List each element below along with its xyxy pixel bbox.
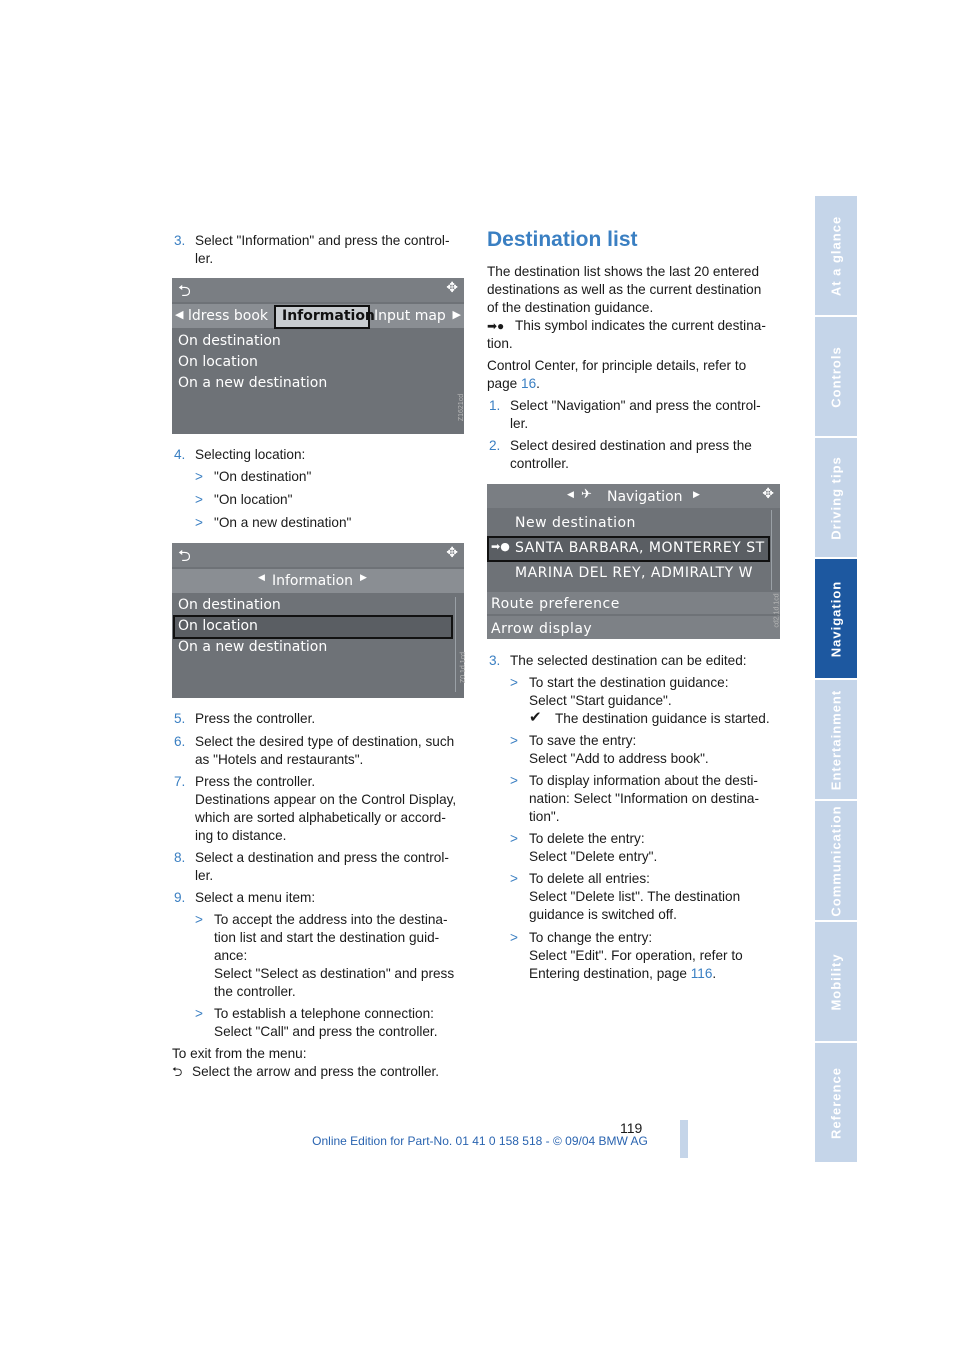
edit-option-save: > To save the entry: Select "Add to address book".: [510, 733, 709, 766]
page-number: 119: [620, 1120, 643, 1136]
step-4-option-2: > "On location": [195, 492, 293, 507]
move-icon: ✥: [446, 280, 458, 296]
current-destination-icon: ➡●: [491, 540, 510, 553]
right-step-3: 3. The selected destination can be edited:: [489, 653, 747, 668]
tab-address-book: ldress book: [188, 308, 269, 324]
step-5: 5. Press the controller.: [174, 711, 316, 726]
current-destination-icon: ➡●: [487, 319, 505, 333]
tab-navigation[interactable]: Navigation: [815, 559, 857, 678]
screen1-item-new-destination: On a new destination: [178, 375, 328, 391]
step-3: 3. Select "Information" and press the control- ler.: [174, 232, 474, 268]
screen2-item-on-destination: On destination: [178, 597, 281, 613]
step-6: 6. Select the desired type of destination, such as "Hotels and restaurants".: [174, 734, 455, 767]
tab-driving-tips[interactable]: Driving tips: [815, 438, 857, 557]
tab-information: Information: [282, 308, 375, 324]
screen3-item-route-preference: Route preference: [491, 596, 620, 612]
tab-reference[interactable]: Reference: [815, 1043, 857, 1162]
image-code-2: Z0.1d.1cd: [460, 651, 468, 684]
intro-paragraph: The destination list shows the last 20 entered destinations as well as the current destination of the destination guidance. ➡● This symbol indicates the current destina- tion.: [487, 264, 766, 351]
left-arrow-icon: ◀: [175, 308, 184, 321]
edit-option-edit: > To change the entry: Select "Edit". For operation, refer to Entering destination, page 116.: [510, 930, 743, 981]
screen3-item-marina-del-rey: MARINA DEL REY, ADMIRALTY W: [515, 565, 753, 581]
screen2-item-new-destination: On a new destination: [178, 639, 328, 655]
checkmark-icon: ✔: [529, 709, 542, 726]
scrollbar: [455, 597, 456, 692]
right-arrow-icon: ▶: [360, 573, 367, 583]
edit-option-delete-list: > To delete all entries: Select "Delete list". The destination guidance is switched off.: [510, 871, 741, 922]
screenshot-navigation-destination-list: [487, 484, 780, 639]
right-step-2: 2. Select desired destination and press the controller.: [489, 438, 752, 471]
step-7: 7. Press the controller. Destinations appear on the Control Display, which are sorted alphabetically or accord- ing to distance.: [174, 774, 457, 843]
screen3-item-santa-barbara: SANTA BARBARA, MONTERREY ST: [515, 540, 765, 556]
tab-input-map: Input map: [374, 308, 446, 324]
image-code-1: Z1621cd: [458, 393, 466, 422]
step-9-option-b: > To establish a telephone connection: Select "Call" and press the controller.: [195, 1006, 438, 1039]
edit-option-delete-entry: > To delete the entry: Select "Delete entry".: [510, 831, 658, 864]
left-arrow-icon: ◀: [258, 573, 265, 583]
step-4: 4. Selecting location:: [174, 447, 306, 462]
tab-controls[interactable]: Controls: [815, 317, 857, 436]
right-arrow-icon: ▶: [452, 308, 461, 321]
screenshot-information-tab: [172, 278, 464, 434]
back-arrow-icon: ⮌: [172, 1064, 183, 1079]
screen2-item-on-location: On location: [178, 618, 258, 634]
screen3-item-arrow-display: Arrow display: [491, 621, 593, 637]
screen3-item-new-destination: New destination: [515, 515, 636, 531]
right-arrow-icon: ▶: [693, 490, 700, 500]
chapter-tabs: [815, 196, 857, 1160]
image-code-3: cd2.1d.1cd: [773, 593, 781, 628]
step-8: 8. Select a destination and press the control- ler.: [174, 850, 449, 883]
screen1-item-on-destination: On destination: [178, 333, 281, 349]
control-center-note: Control Center, for principle details, refer to page 16.: [487, 358, 747, 391]
back-arrow-icon: ⮌: [178, 546, 191, 565]
move-icon: ✥: [762, 486, 774, 502]
right-step-1: 1. Select "Navigation" and press the control- ler.: [489, 398, 761, 431]
tab-mobility[interactable]: Mobility: [815, 922, 857, 1041]
navigation-icon: ✈: [581, 487, 592, 502]
back-arrow-icon: ⮌: [178, 281, 191, 300]
footer-edition: Online Edition for Part-No. 01 41 0 158 518 - © 09/04 BMW AG: [312, 1134, 648, 1148]
step-4-option-1: > "On destination": [195, 469, 312, 484]
tab-at-a-glance[interactable]: At a glance: [815, 196, 857, 315]
page-link-116[interactable]: 116: [690, 966, 713, 981]
tab-entertainment[interactable]: Entertainment: [815, 680, 857, 799]
screen3-title: Navigation: [607, 489, 683, 505]
step-9: 9. Select a menu item:: [174, 890, 316, 905]
move-icon: ✥: [446, 545, 458, 561]
scrollbar: [771, 510, 772, 590]
screen2-title: Information: [272, 573, 354, 589]
exit-instruction: To exit from the menu: ⮌ Select the arrow and press the controller.: [172, 1046, 440, 1079]
edit-option-start-guidance: > To start the destination guidance: Select "Start guidance". ✔ The destination guidance is started.: [510, 675, 770, 726]
step-3-text-2: ler.: [195, 251, 214, 266]
step-4-option-3: > "On a new destination": [195, 515, 352, 530]
step-9-option-a: > To accept the address into the destina- tion list and start the destination guid- ance: Select "Select as destination" and press the controller.: [195, 912, 455, 999]
screen1-item-on-location: On location: [178, 354, 258, 370]
step-3-text: Select "Information" and press the control-: [195, 233, 450, 248]
left-arrow-icon: ◀: [567, 490, 574, 500]
tab-communication[interactable]: Communication: [815, 801, 857, 920]
page-link-16[interactable]: 16: [521, 376, 537, 391]
edit-option-information: > To display information about the desti- nation: Select "Information on destina- tion".: [510, 773, 760, 824]
section-heading: Destination list: [487, 228, 638, 251]
screenshot-information-menu: [172, 543, 464, 698]
